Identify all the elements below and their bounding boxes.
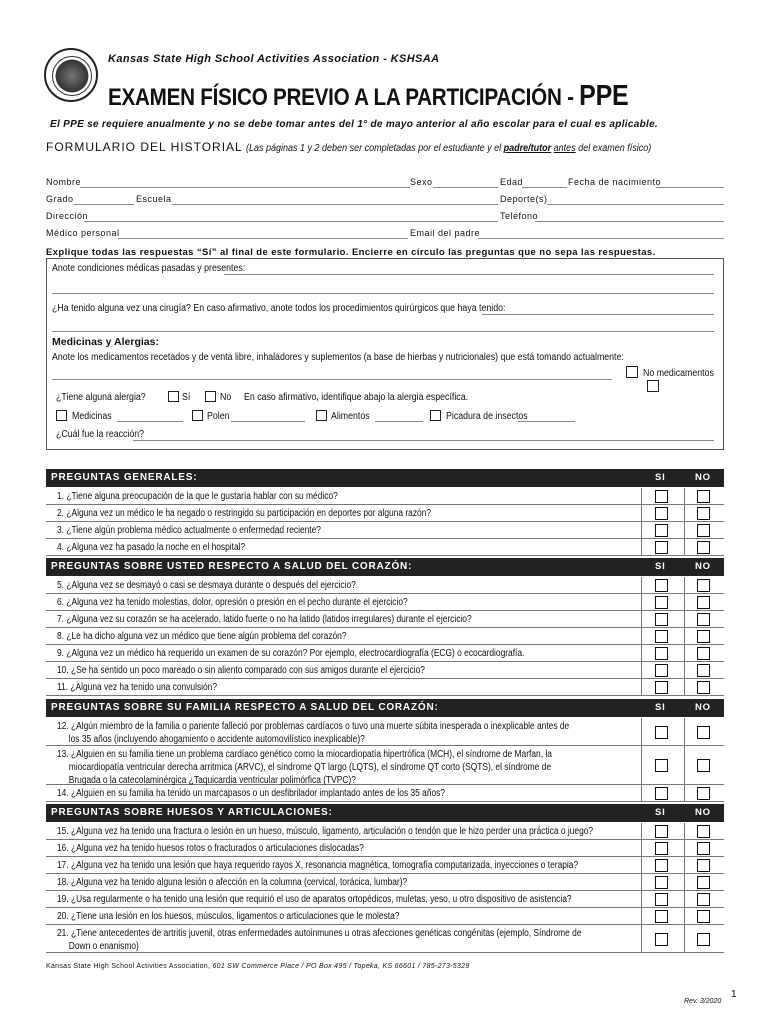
deportes-label: Deporte(s) [500,194,548,204]
section-header [46,804,724,822]
no-checkbox[interactable] [697,681,710,694]
surgery-label: ¿Ha tenido alguna vez una cirugía? En caso afirmativo, anote todos los procedimientos quirúrgicos que haya tenido: [52,303,506,314]
section-si-label: SI [655,472,666,483]
no-checkbox[interactable] [697,507,710,520]
yes-checkbox[interactable] [655,910,668,923]
alimentos-checkbox[interactable] [316,410,327,421]
yes-checkbox[interactable] [655,490,668,503]
question-text [57,681,217,694]
question-row [46,785,724,802]
question-line: 8. ¿Le ha dicho alguna vez un médico que tiene algún problema del corazón? [57,631,347,642]
question-line: 5. ¿Alguna vez se desmayó o casi se desmaya durante o después del ejercicio? [57,580,356,591]
no-checkbox[interactable] [697,630,710,643]
conditions-field[interactable] [224,274,714,275]
question-line: 10. ¿Se ha sentido un poco mareado o sin aliento comparado con sus amigos durante el ejercicio? [57,665,425,676]
question-text [57,893,572,906]
history-note: (Las páginas 1 y 2 deben ser completadas por el estudiante y el padre/tutor antes del examen físico) [246,143,652,154]
conditions-field-2[interactable] [52,293,714,294]
kshsaa-seal-logo [44,48,98,102]
question-text [57,579,356,592]
surgery-field-2[interactable] [52,331,714,332]
question-line: 20. ¿Tiene una lesión en los huesos, músculos, ligamentos o articulaciones que le molesta? [57,911,400,922]
question-row [46,857,724,874]
yes-checkbox[interactable] [655,825,668,838]
section-si-label: SI [655,702,666,713]
reaction-label: ¿Cuál fue la reacción? [56,429,145,440]
yes-checkbox[interactable] [655,613,668,626]
question-line: 1. ¿Tiene alguna preocupación de la que le gustaría hablar con su médico? [57,491,338,502]
question-line: miocardiopatía ventricular derecha arritmica (ARVC), el síndrome QT largo (LQTS), el síndrome QT corto (SQTS), el síndrome de [68,762,551,773]
yes-checkbox[interactable] [655,876,668,889]
question-line: Brugada o la catecolaminérgica ¿Taquicardia ventricular polimórfica (TVPC)? [68,775,356,786]
question-text [57,596,408,609]
no-checkbox[interactable] [697,596,710,609]
question-line: 21. ¿Tiene antecedentes de artritis juvenil, otras enfermedades autoinmunes u otras afecciones genéticas congénitas (ejemplo, Síndrome de [57,928,582,939]
medicinas-label: Medicinas [72,411,112,422]
question-text [57,524,321,537]
section-si-label: SI [655,561,666,572]
question-line: 7. ¿Alguna vez su corazón se ha acelerado, latido fuerte o no ha latido (latidos irregulares) durante el ejercicio? [57,614,472,625]
question-line: 19. ¿Usa regularmente o ha tenido una lesión que requirió el uso de aparatos ortopédicos, muletas, yeso, u otro dispositivo de asistencia? [57,894,572,905]
question-line: 18. ¿Alguna vez ha tenido alguna lesión o afección en la columna (cervical, torácica, lumbar)? [57,877,408,888]
question-line: 3. ¿Tiene algún problema médico actualmente o enfermedad reciente? [57,525,321,536]
yes-checkbox[interactable] [655,579,668,592]
question-row [46,746,724,785]
revision: Rev. 3/2020 [684,998,722,1005]
question-text [57,720,569,746]
question-text [57,490,338,503]
section-no-label: NO [695,702,711,713]
question-row [46,679,724,696]
no-checkbox[interactable] [697,787,710,800]
title-main: EXAMEN FÍSICO PREVIO A LA PARTICIPACIÓN - [108,84,574,111]
no-meds-checkbox[interactable] [626,366,638,378]
question-line: 13. ¿Alguien en su familia tiene un problema cardíaco genético como la miocardiopatía hipertrófica (MCH), el síndrome de Marfan, la [57,749,552,760]
question-row [46,823,724,840]
question-row [46,577,724,594]
page-number: 1 [731,989,737,1000]
yes-checkbox[interactable] [655,842,668,855]
section-no-label: NO [695,807,711,818]
no-checkbox[interactable] [697,664,710,677]
no-checkbox[interactable] [697,825,710,838]
question-text [57,664,425,677]
no-checkbox[interactable] [697,613,710,626]
yes-checkbox[interactable] [655,630,668,643]
escuela-field[interactable] [172,204,498,205]
medico-field[interactable] [118,238,408,239]
no-meds-extra-checkbox[interactable] [647,380,659,392]
question-text [57,910,399,923]
page-title [108,80,628,113]
yes-checkbox[interactable] [655,524,668,537]
picadura-field[interactable] [518,421,575,422]
picadura-label: Picadura de insectos [446,411,528,422]
allergy-no-label: No [220,392,232,403]
question-line: 15. ¿Alguna vez ha tenido una fractura o lesión en un hueso, músculo, ligamento, articulación o tendón que le hizo perder una práctica o juego? [57,826,594,837]
section-no-label: NO [695,472,711,483]
meds-field[interactable] [52,379,612,380]
yes-checkbox[interactable] [655,859,668,872]
allergy-note: En caso afirmativo, identifique abajo la alergia específica. [244,392,469,403]
section-title: PREGUNTAS SOBRE HUESOS Y ARTICULACIONES: [51,807,333,818]
question-line: 17. ¿Alguna vez ha tenido una lesión que haya requerido rayos X, resonancia magnética, tomografía computarizada, inyecciones o terapia? [57,860,579,871]
question-row [46,891,724,908]
question-row [46,874,724,891]
question-row [46,840,724,857]
medicinas-field[interactable] [117,421,183,422]
polen-label: Polen [207,411,230,422]
question-line: 9. ¿Alguna vez un médico ha requerido un examen de su corazón? Por ejemplo, electrocardiografía (ECG) o ecocardiografía. [57,648,525,659]
allergy-yes-label: Sí [182,392,191,403]
yes-checkbox[interactable] [655,933,668,946]
question-text [57,630,347,643]
yes-checkbox[interactable] [655,664,668,677]
question-row [46,522,724,539]
yes-checkbox[interactable] [655,759,668,772]
no-checkbox[interactable] [697,859,710,872]
question-row [46,488,724,505]
meds-text: Anote los medicamentos recetados y de venta libre, inhaladores y suplementos (a base de hierbas y nutricionales) que está tomando actualmente: [52,352,624,363]
medicinas-checkbox[interactable] [56,410,67,421]
organization-name: Kansas State High School Activities Association - KSHSAA [108,53,440,65]
picadura-checkbox[interactable] [430,410,441,421]
question-row [46,611,724,628]
direccion-field[interactable] [84,221,498,222]
history-heading [46,140,696,154]
email-label: Email del padre [410,228,481,238]
section-header [46,558,724,576]
yes-checkbox[interactable] [655,541,668,554]
question-text [57,647,524,660]
question-row [46,662,724,679]
question-row [46,718,724,746]
no-checkbox[interactable] [697,910,710,923]
yes-checkbox[interactable] [655,726,668,739]
meds-title: Medicinas y Alergias: [52,336,159,348]
no-checkbox[interactable] [697,579,710,592]
alimentos-label: Alimentos [331,411,370,422]
yes-checkbox[interactable] [655,596,668,609]
yes-checkbox[interactable] [655,507,668,520]
no-meds-label: No medicamentos [643,368,714,379]
surgery-field[interactable] [482,314,714,315]
question-line: 11. ¿Alguna vez ha tenido una convulsión? [57,682,218,693]
question-line: 12. ¿Algún miembro de la familia o pariente falleció por problemas cardíacos o tuvo una muerte súbita inesperada o inexplicable antes de [57,721,570,732]
section-header [46,699,724,717]
allergy-question: ¿Tiene alguna alergia? [56,392,146,403]
question-line: 14. ¿Alguien en su familia ha tenido un marcapasos o un desfibrilador implantado antes de los 35 años? [57,788,446,799]
allergy-yes-checkbox[interactable] [168,391,179,402]
sexo-field[interactable] [433,187,498,188]
question-text [57,876,407,889]
no-checkbox[interactable] [697,893,710,906]
question-text [57,507,431,520]
question-row [46,594,724,611]
section-header [46,469,724,487]
escuela-label: Escuela [136,194,172,204]
no-checkbox[interactable] [697,647,710,660]
no-checkbox[interactable] [697,933,710,946]
question-text [57,613,472,626]
edad-label: Edad [500,177,524,187]
question-row [46,628,724,645]
question-row [46,645,724,662]
question-line: 6. ¿Alguna vez ha tenido molestias, dolor, opresión o presión en el pecho durante el ejercicio? [57,597,408,608]
question-line: 16. ¿Alguna vez ha tenido huesos rotos o fracturados o articulaciones dislocadas? [57,843,364,854]
deportes-field[interactable] [547,204,724,205]
medico-label: Médico personal [46,228,120,238]
fecha-label: Fecha de nacimiento [568,177,662,187]
direccion-label: Dirección [46,211,89,221]
question-text [57,859,578,872]
grado-label: Grado [46,194,74,204]
no-checkbox[interactable] [697,876,710,889]
question-row [46,539,724,556]
telefono-field[interactable] [535,221,724,222]
yes-checkbox[interactable] [655,681,668,694]
allergy-no-checkbox[interactable] [205,391,216,402]
nombre-field[interactable] [80,187,410,188]
yes-checkbox[interactable] [655,893,668,906]
question-text [57,748,552,787]
no-checkbox[interactable] [697,726,710,739]
no-checkbox[interactable] [697,490,710,503]
email-field[interactable] [478,238,724,239]
title-ppe: PPE [579,80,629,112]
section-si-label: SI [655,807,666,818]
question-line: 2. ¿Alguna vez un médico le ha negado o restringido su participación en deportes por alguna razón? [57,508,432,519]
section-title: PREGUNTAS SOBRE SU FAMILIA RESPECTO A SALUD DEL CORAZÓN: [51,702,439,713]
question-text [57,842,364,855]
history-title: FORMULARIO DEL HISTORIAL [46,140,243,154]
ppe-notice: El PPE se requiere anualmente y no se debe tomar antes del 1° de mayo anterior al año escolar para el cual es aplicable. [50,119,659,130]
nombre-label: Nombre [46,177,82,187]
edad-field[interactable] [522,187,567,188]
yes-checkbox[interactable] [655,647,668,660]
no-checkbox[interactable] [697,541,710,554]
question-text [57,825,593,838]
question-text [57,787,445,800]
no-checkbox[interactable] [697,759,710,772]
question-row [46,925,724,953]
question-line: 4. ¿Alguna vez ha pasado la noche en el hospital? [57,542,246,553]
question-row [46,505,724,522]
conditions-label: Anote condiciones médicas pasadas y presentes: [52,263,246,274]
no-checkbox[interactable] [697,842,710,855]
telefono-label: Teléfono [500,211,539,221]
fecha-field[interactable] [656,187,724,188]
footer [46,963,470,970]
question-line: los 35 años (incluyendo ahogamiento o accidente automovilístico inexplicable)? [68,734,365,745]
no-checkbox[interactable] [697,524,710,537]
alimentos-field[interactable] [375,421,423,422]
footer-address: 601 SW Commerce Place / PO Box 495 / Topeka, KS 66601 / 785-273-5329 [212,963,470,970]
explain-instructions: Explique todas las respuestas “Sí” al final de este formulario. Encierre en círculo las preguntas que no sepa las respuestas. [46,247,656,258]
question-row [46,908,724,925]
question-text [57,541,245,554]
sexo-label: Sexo [410,177,433,187]
polen-checkbox[interactable] [192,410,203,421]
question-text [57,927,582,953]
yes-checkbox[interactable] [655,787,668,800]
question-line: Down o enanismo) [68,941,139,952]
section-title: PREGUNTAS GENERALES: [51,472,198,483]
reaction-field[interactable] [133,440,714,441]
grado-field[interactable] [74,204,134,205]
section-no-label: NO [695,561,711,572]
footer-org: Kansas State High School Activities Association, [46,963,211,970]
section-title: PREGUNTAS SOBRE USTED RESPECTO A SALUD DEL CORAZÓN: [51,561,413,572]
polen-field[interactable] [231,421,305,422]
